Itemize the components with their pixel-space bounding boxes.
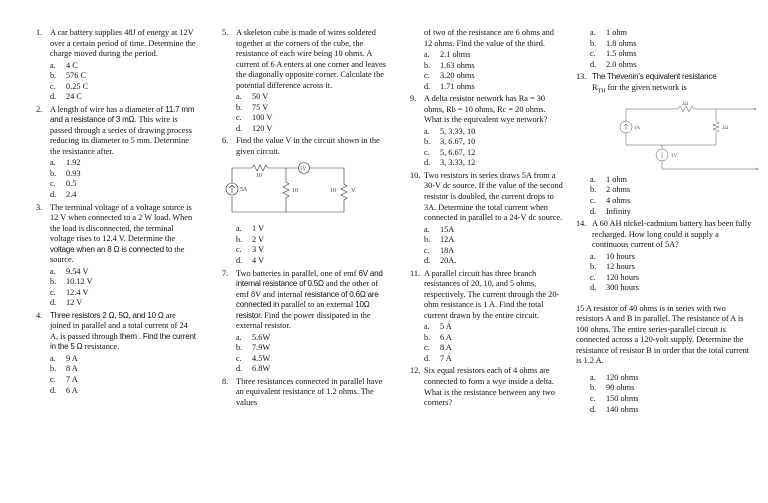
- q13-r-top-label: 2Ω: [682, 101, 689, 107]
- option: b. 8 A: [50, 364, 78, 374]
- option: d. 2.0 ohms: [590, 59, 637, 69]
- question-15: 15 A resistor of 40 ohms is in series with two resistors A and B in parallel. The resistance of A is 100 ohms. The entire series-parallel circuit is connected across a 120-volt supply. Determine the resistance of resistor B in order that the total current is 1.2 A.: [576, 303, 750, 366]
- option: c. 120 hours: [590, 272, 639, 282]
- option: a. 1 V: [236, 224, 265, 234]
- option: d. 2.4: [50, 189, 77, 199]
- question-14: 14. A 60 AH nickel-cadmium battery has been fully recharged. How long could it supply a continuous current of 5A?: [576, 219, 752, 250]
- option: d. 120 V: [236, 123, 273, 133]
- option: b. 75 V: [236, 102, 269, 112]
- question-4: 4. Three resistors 2 Ω, 5Ω, and 10 Ω are joined in parallel and a total current of 24 A, is passed through them . Find the current in the 5 Ω resistance.: [36, 310, 196, 352]
- option: c. 12.4 V: [50, 287, 89, 297]
- q6-options: [236, 224, 390, 266]
- option: c. 0.5: [50, 179, 77, 189]
- q13-circuit-diagram: [616, 99, 766, 179]
- question-8-continued: of two of the resistance are 6 ohms and 12 ohms. Find the value of the third.: [424, 28, 554, 48]
- option: d. 6 A: [50, 385, 78, 395]
- option: c. 0.25 C: [50, 81, 89, 91]
- q10-options: [424, 225, 564, 267]
- q4-options: [50, 354, 196, 396]
- option: a. 5, 3.33, 10: [424, 126, 476, 136]
- option: d. 140 ohms: [590, 404, 639, 414]
- question-10: 10. Two resistors in series draws 5A from a 30-V dc source. If the value of the second resistor is doubled, the current drops to 3A. Determine the total current when connected in parallel to a 24-V dc source.: [410, 170, 563, 223]
- option: a. 50 V: [236, 92, 269, 102]
- option: d. 1.71 ohms: [424, 81, 475, 91]
- option: d. 3, 3.33, 12: [424, 158, 476, 168]
- option: b. 12 hours: [590, 262, 635, 272]
- q9-options: [424, 127, 564, 169]
- option: b. 90 ohms: [590, 383, 635, 393]
- option: a. 120 ohms: [590, 372, 639, 382]
- option: c. 150 ohms: [590, 394, 639, 404]
- q15-options: [590, 373, 752, 415]
- q6-source-label: 5V: [300, 167, 307, 173]
- option: d. 7 A: [424, 353, 452, 363]
- option: b. 1.8 ohms: [590, 38, 637, 48]
- option: a. 5.6W: [236, 332, 271, 342]
- q13-current-label: 1A: [634, 125, 641, 131]
- q1-options: [50, 61, 196, 103]
- option: b. 2 ohms: [590, 185, 631, 195]
- option: b. 0.93: [50, 168, 81, 178]
- option: b. 12A: [424, 235, 455, 245]
- q6-r-mid-label: 10: [292, 188, 298, 195]
- option: d. 6.8W: [236, 364, 271, 374]
- q13-options: [590, 175, 752, 217]
- option: d. Infinity: [590, 206, 631, 216]
- option: a. 9.54 V: [50, 266, 89, 276]
- option: b. 7.9W: [236, 343, 271, 353]
- option: d. 300 hours: [590, 283, 639, 293]
- question-11: 11. A parallel circuit has three branch resistances of 20, 10, and 5 ohms, respectively. The current through the 20-ohm resistance is 1 A. Find the total current drawn by the entire circuit.: [410, 268, 560, 320]
- question-9: 9. A delta resistor network has Ra = 30 ohms, Rb = 10 ohms, Rc = 20 ohms. What is the equivalent wye network?: [410, 94, 548, 125]
- q6-r-right-label: 10: [330, 188, 336, 195]
- question-3: 3. The terminal voltage of a voltage source is 12 V when connected to a 2 W load. When the load is disconnected, the terminal voltage rises to 12.4 V. Determine the voltage when an 8 Ω is connected to the source.: [36, 202, 193, 265]
- question-7: 7. Two batteries in parallel, one of emf 6V and internal resistance of 0.5Ω and the other of emf 8V and internal resistance of 0.6Ω are connected in parallel to an external 10Ω resistor. Find the power dissipated in the external resistor.: [222, 268, 383, 331]
- q14-options: [590, 252, 752, 294]
- option: b. 6 A: [424, 332, 452, 342]
- question-8: 8. Three resistances connected in parallel have an equivalent resistance of 1.2 ohms. The values: [222, 376, 383, 407]
- q6-current-label: 5A: [240, 187, 248, 194]
- option: a. 9 A: [50, 353, 78, 363]
- q8-options: [424, 50, 564, 92]
- column-3: [410, 28, 564, 410]
- option: c. 3 V: [236, 245, 265, 255]
- option: d. 20A.: [424, 256, 457, 266]
- option: c. 8 A: [424, 343, 452, 353]
- q6-r-top-label: 10: [256, 173, 262, 180]
- option: d. 12 V: [50, 298, 83, 308]
- q5-options: [236, 92, 390, 134]
- option: c. 7 A: [50, 375, 78, 384]
- q6-circuit-diagram: [222, 160, 362, 218]
- q12-options: [590, 28, 752, 70]
- question-1: 1. A car battery supplies 48J of energy at 12V over a certain period of time. Determine the charge moved during the period.: [36, 28, 196, 59]
- q6-v-label: V: [351, 188, 356, 195]
- option: b. 3, 6.67, 10: [424, 137, 476, 147]
- q2-options: [50, 158, 196, 200]
- option: a. 10 hours: [590, 251, 635, 261]
- option: d. 24 C: [50, 92, 82, 102]
- question-12: 12. Six equal resistors each of 4 ohms are connected to form a wye inside a delta. What is the resistance between any two corners?: [410, 366, 555, 408]
- q7-options: [236, 333, 390, 375]
- option: c. 5, 6.67, 12: [424, 147, 476, 157]
- question-13: 13. The Thevenin's equivalent resistance $R_{TH}$ for the given network is: [576, 72, 717, 95]
- option: a. 1.92: [50, 158, 81, 168]
- column-2: [222, 28, 390, 409]
- option: b. 10.12 V: [50, 277, 93, 287]
- option: b. 576 C: [50, 71, 87, 81]
- option: a. 4 C: [50, 60, 78, 70]
- q11-options: [424, 322, 564, 364]
- q13-r-right-label: 2Ω: [722, 125, 729, 131]
- question-5: 5. A skeleton cube is made of wires soldered together at the corners of the cube, the resistance of each wire being 10 ohms. A current of 6 A enters at one corner and leaves the diagonally opposite corner. Calculate the potential difference across it.: [222, 28, 386, 90]
- option: c. 18A: [424, 245, 455, 255]
- option: c. 4 ohms: [590, 195, 631, 205]
- column-4: [576, 28, 752, 417]
- option: d. 4 V: [236, 255, 265, 265]
- option: b. 1.63 ohms: [424, 60, 475, 70]
- q13-source-label: 1V: [671, 153, 678, 159]
- q3-options: [50, 267, 196, 309]
- option: a. 1 ohm: [590, 174, 627, 184]
- option: a. 5 A: [424, 322, 452, 332]
- option: a. 2.1 ohms: [424, 50, 471, 60]
- option: a. 1 ohm: [590, 28, 627, 37]
- question-6: 6. Find the value V in the circuit shown in the given circuit.: [222, 136, 380, 156]
- option: c. 3.20 ohms: [424, 71, 475, 81]
- question-2: 2. A length of wire has a diameter of 11.7 mm and a resistance of 3 mΩ. This wire is passed through a series of drawing process reducing its diameter to 5 mm. Determine the resistance after.: [36, 104, 195, 156]
- column-1: [36, 28, 196, 398]
- option: c. 100 V: [236, 113, 273, 123]
- option: c. 1.5 ohms: [590, 49, 637, 59]
- option: c. 4.5W: [236, 353, 271, 363]
- option: a. 15A: [424, 224, 455, 234]
- option: b. 2 V: [236, 234, 265, 244]
